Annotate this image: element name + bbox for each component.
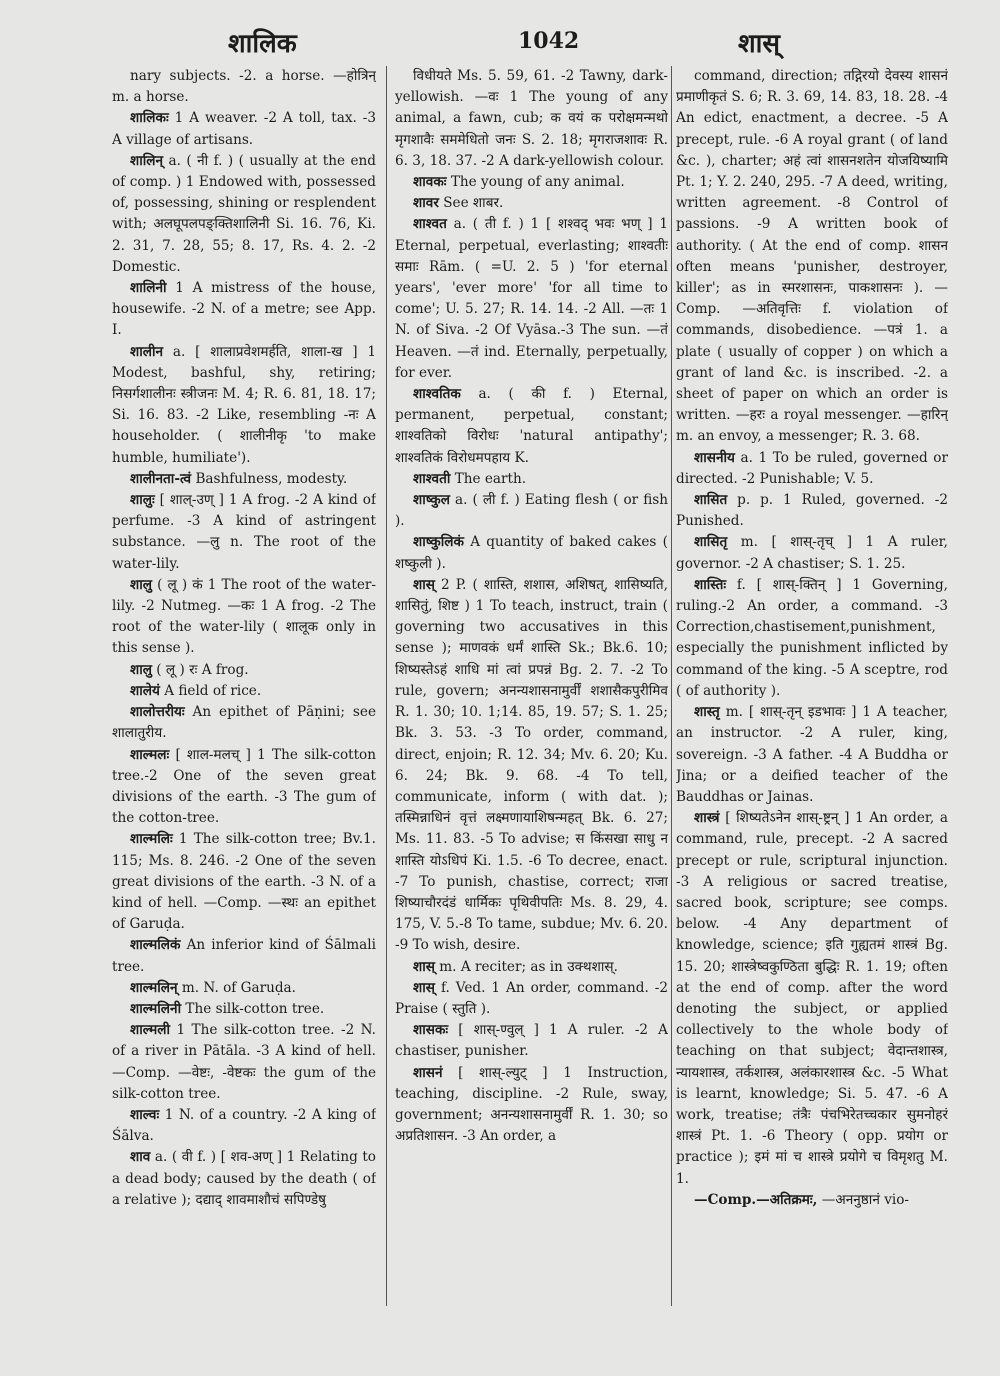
dictionary-entry: शाल्मलः [ शाल-मलच् ] 1 The silk-cotton tree.-2 One of the seven great divisions of the earth. -3 The gum of the cotton-tree. — [112, 746, 376, 827]
dictionary-entry: शासकः [ शास्-ण्वुल् ] 1 A ruler. -2 A chastiser, punisher. — [395, 1022, 668, 1060]
dictionary-entry: —Comp.—अतिक्रमः, —अननुष्ठानं vio- — [694, 1191, 909, 1208]
dictionary-entry: शास् 2 P. ( शास्ति, शशास, अशिषत्, शासिष्यति, शासितुं, शिष्ट ) 1 To teach, instruct, train ( governing two accusatives in this sense ); माणवकं धर्मं शास्ति Sk.; Bk.6. 10; शिष्यस्तेऽहं शाधि मां त्वां प्रपन्नं Bg. 2. 7. -2 To rule, govern; अनन्यशासनामुर्वीं शशासैकपुरीमिव R. 1. 30; 10. 1;14. 85, 19. 57; S. 1. 25; Bk. 3. 53. -3 To order, command, direct, enjoin; R. 12. 34; Mv. 6. 20; Ku. 6. 24; Bk. 9. 68. -4 To tell, communicate, inform ( with dat. ); तस्मिन्नाधिनं वृत्तं लक्ष्मणायाशिषन्महत् Bk. 6. 27; Ms. 11. 83. -5 To advise; स किंसखा साधु न शास्ति योऽधिपं Ki. 1.5. -6 To decree, enact. -7 To punish, chastise, correct; राजा शिष्याचौरदंडं धार्मिकः पृथिवीपतिः Ms. 8. 29, 4. 175, V. 5.-8 To tame, subdue; Mv. 6. 20. -9 To wish, desire. — [395, 576, 668, 954]
dictionary-entry: शाल्मलिकं An inferior kind of Śālmali tree. — [112, 937, 376, 975]
column-divider — [671, 66, 672, 1306]
right-running-headword: शास् — [738, 29, 780, 59]
text-column-1 — [112, 66, 376, 1306]
dictionary-entry: शास्त्रं [ शिष्यतेऽनेन शास्-ष्ट्रन् ] 1 An order, a command, rule, precept. -2 A sacred precept or rule, scriptural injunction. -3 A religious or sacred treatise, sacred book, scripture; see comps. below. -4 Any department of knowledge, science; इति गुह्यतमं शास्त्रं Bg. 15. 20; शास्त्रेष्वकुण्ठिता बुद्धिः R. 1. 19; often at the end of comp. after the word denoting the subject, or applied collectively to the whole body of teaching on that subject; वेदान्तशास्त्र, न्यायशास्त्र, तर्कशास्त्र, अलंकारशास्त्र &c. -5 What is learnt, knowledge; Si. 5. 47. -6 A work, treatise; तंत्रैः पंचभिरेतच्चकार सुमनोहरं शास्त्रं Pt. 1. -6 Theory ( opp. प्रयोग or practice ); इमं मां च शास्त्रे प्रयोगे च विमृशतु M. 1. — [676, 810, 948, 1187]
dictionary-entry: शासनीय a. 1 To be ruled, governed or directed. -2 Punishable; V. 5. — [676, 449, 948, 487]
dictionary-entry: शास्तिः f. [ शास्-क्तिन् ] 1 Governing, ruling.-2 An order, a command. -3 Correction,chastisement,punishment, especially the punishment inflicted by command of the king. -5 A sceptre, rod ( of authority ). — [676, 576, 948, 699]
dictionary-entry: शालु ( लू ) कं 1 The root of the water-lily. -2 Nutmeg. —कः 1 A frog. -2 The root of the water-lily ( शालूक only in this sense ). — [112, 576, 376, 657]
column-divider — [386, 66, 387, 1306]
dictionary-entry: शाल्मलिः 1 The silk-cotton tree; Bv.1. 115; Ms. 8. 246. -2 One of the seven great divisions of the earth. -3 N. of a kind of hell. —Comp. —स्थः an epithet of Garuḍa. — [112, 831, 376, 933]
dictionary-entry: शाल्वः 1 N. of a country. -2 A king of Śālva. — [112, 1106, 376, 1145]
dictionary-entry: command, direction; तद्गिरयो देवस्य शासनं प्रमाणीकृतं S. 6; R. 3. 69, 14. 83, 18. 28. -4 An edict, enactment, a decree. -5 A precept, rule. -6 A royal grant ( of land &c. ), charter; अहं त्वां शासनशतेन योजयिष्यामि Pt. 1; Y. 2. 240, 295. -7 A deed, writing, written agreement. -8 Control of passions. -9 A written book of authority. ( At the end of comp. शासन often means 'punisher, destroyer, killer'; as in स्मरशासनः, पाकशासनः ). —Comp. —अतिवृत्तिः f. violation of commands, disobedience. —पत्रं 1. a plate ( usually of copper ) on which a grant of land &c. is inscribed. -2. a sheet of paper on which an order is written. —हरः a royal messenger. —हारिन् m. an envoy, a messenger; R. 3. 68. — [676, 68, 948, 445]
dictionary-entry: शासितृ m. [ शास्-तृच् ] 1 A ruler, governor. -2 A chastiser; S. 1. 25. — [676, 534, 948, 572]
text-column-3 — [676, 66, 948, 1306]
dictionary-entry: शाव a. ( वी f. ) [ शव-अण् ] 1 Relating to a dead body; caused by the death ( of a relative ); दद्याद् शावमाशौचं सपिण्डेषु — [112, 1149, 376, 1208]
dictionary-entry: शालीनता-त्वं Bashfulness, modesty. — [130, 470, 348, 487]
dictionary-entry: nary subjects. -2. a horse. —होत्रिन् m. a horse. — [112, 68, 376, 106]
text-column-2 — [395, 66, 668, 1306]
dictionary-entry: शालोत्तरीयः An epithet of Pāṇini; see शालातुरीय. — [112, 704, 376, 742]
page-number: 1042 — [518, 28, 580, 54]
dictionary-entry: शासनं [ शास्-ल्युट् ] 1 Instruction, teaching, discipline. -2 Rule, sway, government; अनन्यशासनामुर्वीं R. 1. 30; so अप्रतिशासन. -3 An order, a — [395, 1064, 668, 1145]
dictionary-entry: शाल्मली 1 The silk-cotton tree. -2 N. of a river in Pātāla. -3 A kind of hell. —Comp. —वेष्टः, -वेष्टकः the gum of the silk-cotton tree. — [112, 1022, 376, 1102]
dictionary-entry: शास् f. Ved. 1 An order, command. -2 Praise ( स्तुति ). — [395, 979, 668, 1017]
dictionary-entry: शावकः The young of any animal. — [413, 174, 625, 191]
dictionary-entry: शाष्कुलिकं A quantity of baked cakes ( शष्कुली ). — [395, 534, 668, 572]
dictionary-entry: शाश्वती The earth. — [413, 470, 527, 487]
dictionary-entry: शालीन a. [ शालाप्रवेशमर्हति, शाला-ख ] 1 Modest, bashful, shy, retiring; निसर्गशालीनः स्त्रीजनः M. 4; R. 6. 81, 18. 17; Si. 16. 83. -2 Like, resembling -नः A householder. ( शालीनीकृ 'to make humble, humiliate'). — [112, 343, 376, 466]
dictionary-entry: शालुः [ शाल्-उण् ] 1 A frog. -2 A kind of perfume. -3 A kind of astringent substance. —लु n. The root of the water-lily. — [112, 492, 376, 572]
dictionary-entry: शालु ( लू ) रः A frog. — [130, 661, 249, 678]
left-running-headword: शालिक — [228, 29, 297, 59]
dictionary-entry: शालिन् a. ( नी f. ) ( usually at the end of comp. ) 1 Endowed with, possessed of, possessing, shining or resplendent with; अलघूपलपङ्क्तिशालिनी Si. 16. 76, Ki. 2. 31, 7. 28, 55; 8. 17, Rs. 4. 2. -2 Domestic. — [112, 152, 376, 275]
dictionary-entry: विधीयते Ms. 5. 59, 61. -2 Tawny, dark-yellowish. —वः 1 The young of any animal, a fawn, cub; क वयं क परोक्षमन्मथो मृगशावैः सममेधितो जनः S. 2. 18; मृगराजशावः R. 6. 3, 18. 37. -2 A dark-yellowish colour. — [395, 68, 668, 169]
dictionary-entry: शासित p. p. 1 Ruled, governed. -2 Punished. — [676, 492, 948, 530]
dictionary-entry: शालिनी 1 A mistress of the house, housewife. -2 N. of a metre; see App. I. — [112, 280, 376, 339]
dictionary-entry: शाश्वतिक a. ( की f. ) Eternal, permanent, perpetual, constant; शाश्वतिको विरोधः 'natural antipathy'; शाश्वतिकं विरोधमपहाय K. — [395, 386, 668, 466]
dictionary-entry: शाल्मलिन् m. N. of Garuḍa. — [130, 979, 296, 996]
dictionary-entry: शास् m. A reciter; as in उक्थशास्. — [413, 958, 618, 975]
dictionary-entry: शाष्कुल a. ( ली f. ) Eating flesh ( or fish ). — [395, 492, 668, 530]
dictionary-entry: शावर See शाबर. — [413, 195, 504, 212]
dictionary-entry: शाल्मलिनी The silk-cotton tree. — [130, 1000, 325, 1017]
dictionary-entry: शास्तृ m. [ शास्-तृन् इडभावः ] 1 A teacher, an instructor. -2 A ruler, king, sovereign. -3 A father. -4 A Buddha or Jina; or a deified teacher of the Bauddhas or Jainas. — [676, 704, 948, 805]
dictionary-entry: शाश्वत a. ( ती f. ) 1 [ शश्वद् भवः भण् ] 1 Eternal, perpetual, everlasting; शाश्वतीः समाः Rām. ( =U. 2. 5 ) 'for eternal years', 'ever more' 'for all time to come'; U. 5. 27; R. 14. 14. -2 All. —तः 1 N. of Siva. -2 Of Vyāsa.-3 The sun. —तं Heaven. —तं ind. Eternally, perpetually, for ever. — [395, 216, 668, 381]
page-header — [108, 22, 930, 62]
dictionary-entry: शालिकः 1 A weaver. -2 A toll, tax. -3 A village of artisans. — [112, 110, 376, 148]
dictionary-entry: शालेयं A field of rice. — [130, 682, 262, 699]
